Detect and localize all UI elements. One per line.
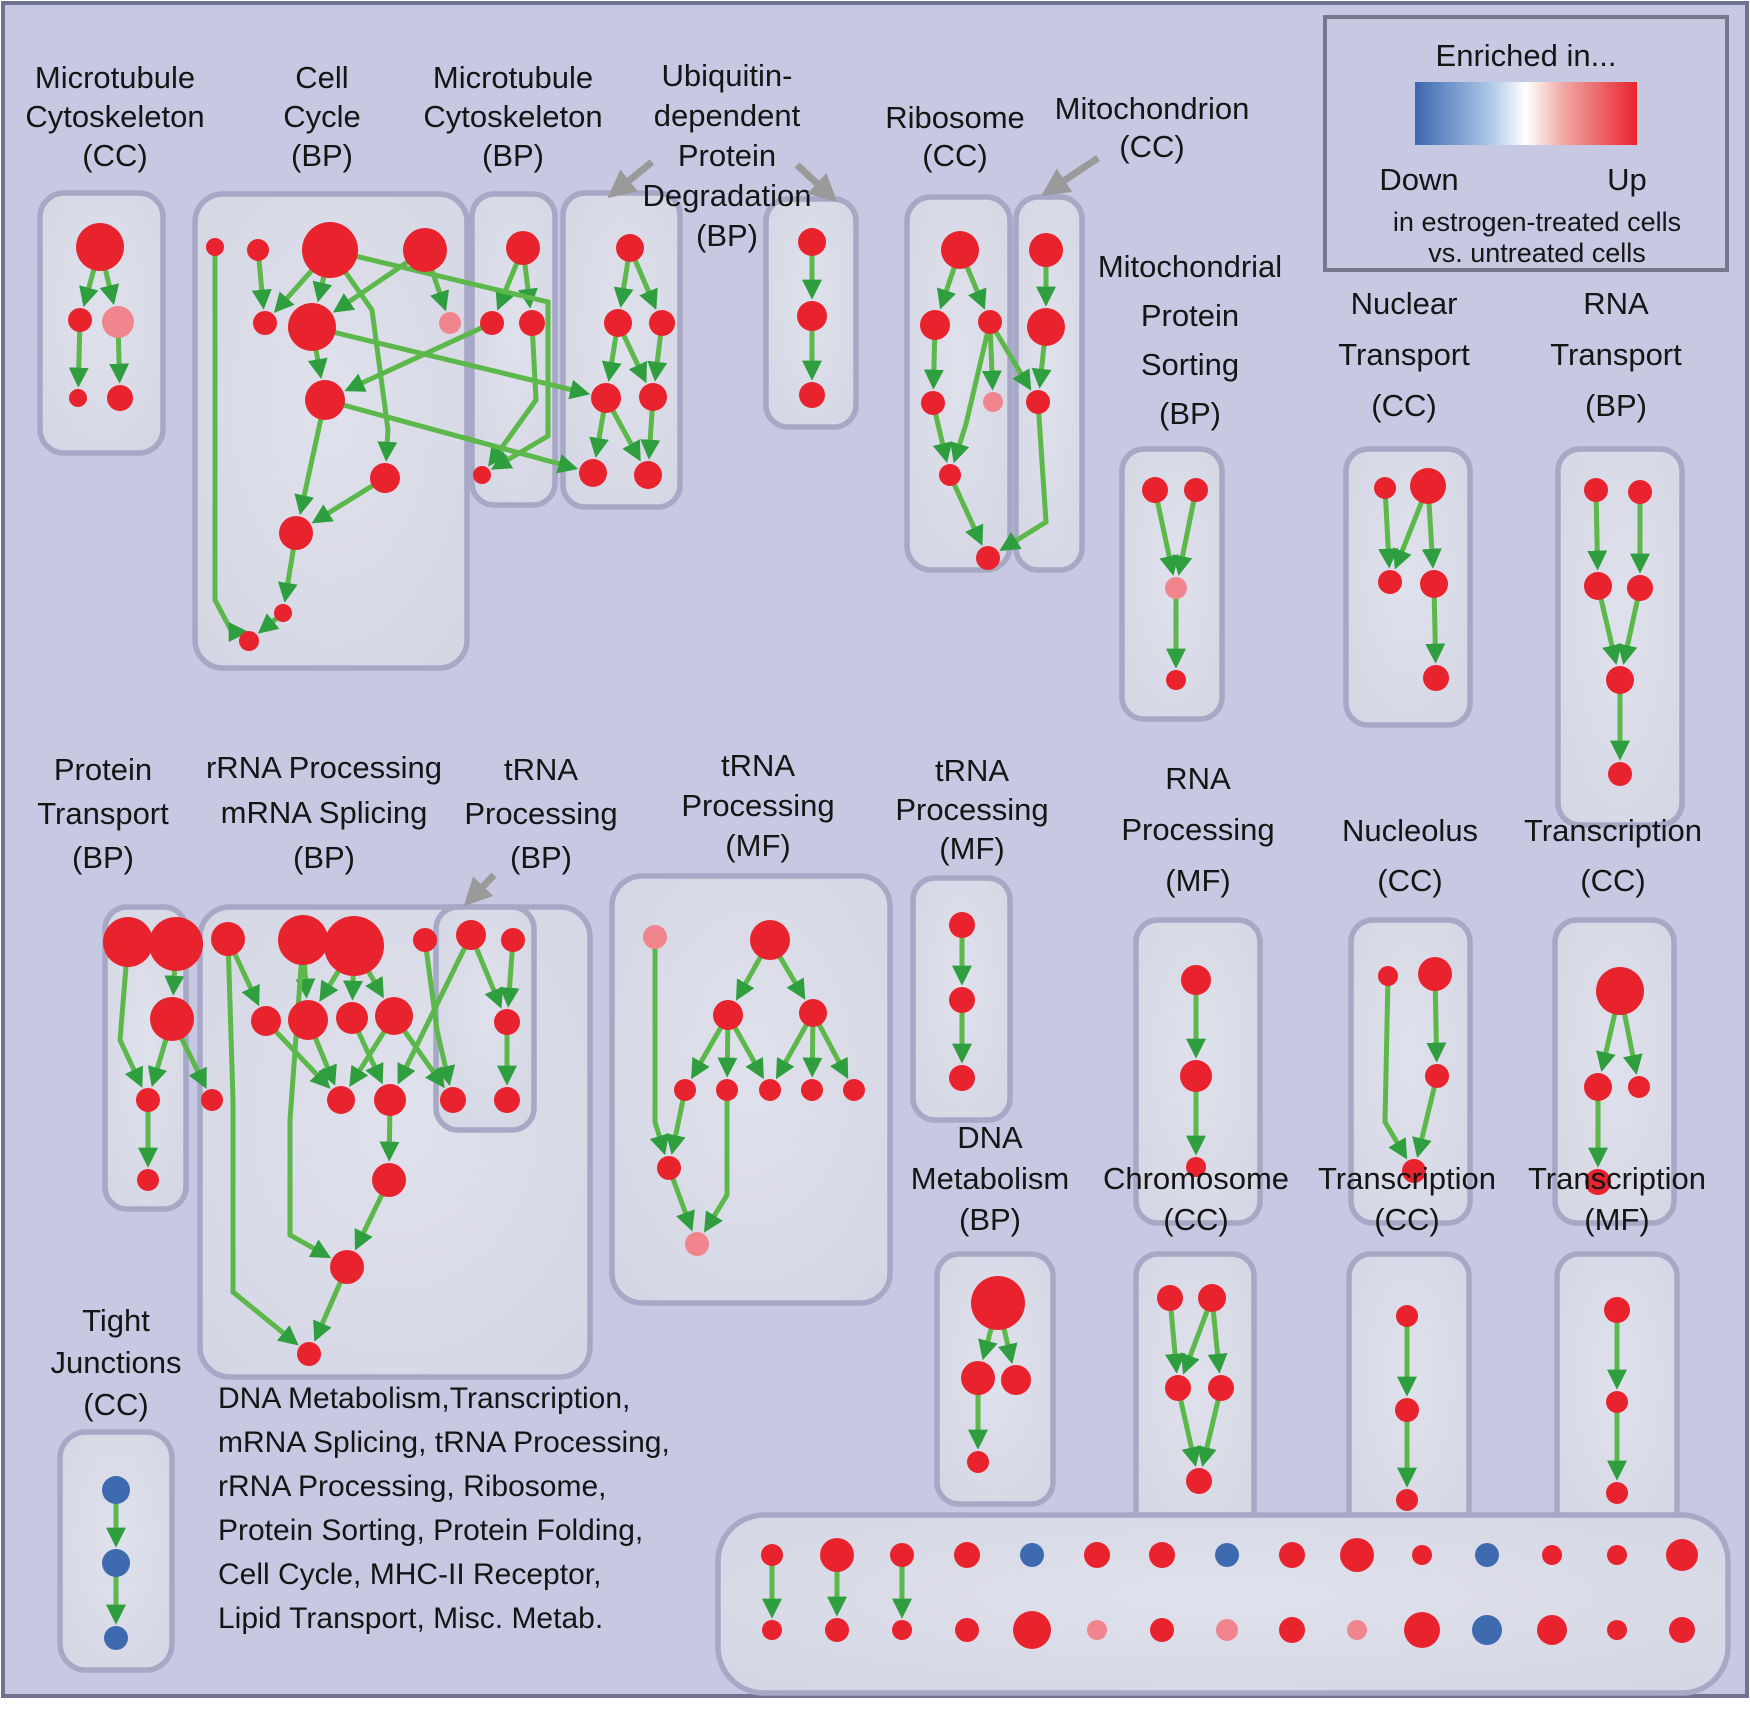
node-rrna-mrna-bp [288, 1000, 328, 1040]
node-ribosome-cc [978, 310, 1002, 334]
node-ubiquitin-bp-b [799, 382, 825, 408]
label-nuclear-transport: Transport [1338, 337, 1470, 372]
node-ribosome-cc [941, 231, 979, 269]
node-rrna-mrna-bp [278, 915, 328, 965]
label-rrna-mrna-bp: (BP) [293, 840, 355, 875]
label-rna-processing-mf: RNA [1165, 761, 1231, 796]
node-misc-bottom [1149, 1542, 1175, 1568]
label-rna-transport: Transport [1550, 337, 1682, 372]
label-ubiquitin-bp-a: Protein [677, 138, 777, 173]
node-misc-bottom [762, 1620, 782, 1640]
node-misc-bottom [1404, 1612, 1440, 1648]
node-transcription-cc-b [1395, 1398, 1419, 1422]
node-misc-bottom [1216, 1619, 1238, 1641]
label-chromosome-cc: (CC) [1163, 1202, 1229, 1237]
label-trna-mf-a: (MF) [725, 828, 791, 863]
node-ribosome-cc [976, 546, 1000, 570]
node-nucleolus-cc [1425, 1064, 1449, 1088]
node-cell-cycle [302, 222, 358, 278]
label-tight-junctions: (CC) [83, 1387, 149, 1422]
label-transcription-cc-a: (CC) [1580, 863, 1646, 898]
label-mito-protein-sorting: Protein [1140, 298, 1240, 333]
node-rrna-mrna-bp [327, 1086, 355, 1114]
node-microtubule-cc [102, 306, 134, 338]
node-ubiquitin-bp-a [591, 383, 621, 413]
node-cell-cycle [274, 604, 292, 622]
node-chromosome-cc [1186, 1468, 1212, 1494]
node-trna-mf-b [949, 1065, 975, 1091]
node-rrna-mrna-bp [324, 916, 384, 976]
node-cell-cycle [206, 238, 224, 256]
node-microtubule-bp [480, 311, 504, 335]
node-protein-transport [136, 1088, 160, 1112]
label-ubiquitin-bp-a: (BP) [696, 218, 758, 253]
node-rna-transport [1627, 575, 1653, 601]
node-tight-junctions [102, 1476, 130, 1504]
label-protein-transport: Protein [53, 752, 153, 787]
legend-down-label: Down [1379, 162, 1459, 197]
label-trna-bp: tRNA [503, 752, 579, 787]
node-transcription-cc-b [1396, 1305, 1418, 1327]
node-misc-bottom [1150, 1618, 1174, 1642]
node-nuclear-transport [1410, 468, 1446, 504]
label-cell-cycle: Cycle [283, 99, 361, 134]
node-trna-mf-b [949, 987, 975, 1013]
legend-gradient-bar [1415, 82, 1637, 145]
node-rrna-mrna-bp [374, 1084, 406, 1116]
node-nucleolus-cc [1378, 966, 1398, 986]
node-trna-mf-a [713, 1000, 743, 1030]
misc-text-line: Lipid Transport, Misc. Metab. [218, 1602, 604, 1635]
node-misc-bottom [1087, 1620, 1107, 1640]
label-trna-bp: Processing [464, 796, 618, 831]
node-cell-cycle [239, 631, 259, 651]
node-tight-junctions [102, 1549, 130, 1577]
node-mito-protein-sorting [1184, 478, 1208, 502]
cluster-chromosome-cc [1136, 1254, 1254, 1538]
node-protein-transport [103, 917, 153, 967]
node-misc-bottom [1537, 1615, 1567, 1645]
misc-text-line: mRNA Splicing, tRNA Processing, [218, 1426, 670, 1459]
label-rna-transport: RNA [1583, 286, 1649, 321]
node-rrna-mrna-bp [251, 1006, 281, 1036]
node-nuclear-transport [1374, 477, 1396, 499]
label-mito-protein-sorting: Mitochondrial [1097, 249, 1283, 284]
legend [1325, 17, 1727, 270]
label-trna-mf-a: Processing [681, 788, 835, 823]
node-misc-bottom [1607, 1545, 1627, 1565]
node-trna-bp [494, 1087, 520, 1113]
legend-title: Enriched in... [1435, 38, 1617, 73]
label-transcription-cc-b: (CC) [1374, 1202, 1440, 1237]
label-trna-mf-b: tRNA [934, 753, 1010, 788]
node-rna-transport [1628, 480, 1652, 504]
label-microtubule-bp: (BP) [482, 138, 544, 173]
node-ubiquitin-bp-a [604, 309, 632, 337]
label-trna-mf-b: Processing [895, 792, 1049, 827]
node-nuclear-transport [1378, 570, 1402, 594]
legend-subtitle-line2: vs. untreated cells [1428, 238, 1646, 268]
label-rna-transport: (BP) [1585, 388, 1647, 423]
node-ribosome-cc [920, 310, 950, 340]
node-microtubule-cc [68, 308, 92, 332]
label-microtubule-cc: Cytoskeleton [25, 99, 205, 134]
node-rna-transport [1584, 478, 1608, 502]
node-rrna-mrna-bp [336, 1002, 368, 1034]
node-microtubule-bp [519, 310, 545, 336]
label-mitochondrion-cc: Mitochondrion [1054, 91, 1250, 126]
node-misc-bottom [1542, 1545, 1562, 1565]
node-dna-metabolism [971, 1276, 1025, 1330]
label-transcription-mf: Transcription [1527, 1161, 1707, 1196]
node-transcription-cc-a [1584, 1073, 1612, 1101]
node-misc-bottom [1013, 1611, 1051, 1649]
node-cell-cycle [439, 312, 461, 334]
node-protein-transport [137, 1169, 159, 1191]
node-transcription-cc-a [1628, 1076, 1650, 1098]
label-cell-cycle: (BP) [291, 138, 353, 173]
node-mito-protein-sorting [1165, 577, 1187, 599]
label-ubiquitin-bp-a: dependent [653, 98, 801, 133]
node-cell-cycle [305, 380, 345, 420]
node-misc-bottom [1020, 1543, 1044, 1567]
node-ubiquitin-bp-a [579, 459, 607, 487]
label-ubiquitin-bp-a: Ubiquitin- [661, 58, 793, 93]
node-trna-mf-a [799, 999, 827, 1027]
misc-text-line: DNA Metabolism,Transcription, [218, 1382, 631, 1415]
node-rrna-mrna-bp [330, 1250, 364, 1284]
node-transcription-mf [1604, 1297, 1630, 1323]
label-microtubule-cc: Microtubule [34, 60, 196, 95]
node-misc-bottom [892, 1620, 912, 1640]
node-trna-bp [501, 928, 525, 952]
cluster-misc-bottom [718, 1515, 1728, 1693]
node-misc-bottom [1472, 1615, 1502, 1645]
node-rrna-mrna-bp [413, 928, 437, 952]
node-ubiquitin-bp-a [634, 461, 662, 489]
node-trna-bp [456, 920, 486, 950]
node-nuclear-transport [1423, 665, 1449, 691]
node-ubiquitin-bp-b [797, 301, 827, 331]
label-microtubule-bp: Cytoskeleton [423, 99, 603, 134]
node-mitochondrion-cc [1026, 390, 1050, 414]
label-rna-processing-mf: (MF) [1165, 863, 1231, 898]
node-chromosome-cc [1165, 1375, 1191, 1401]
node-trna-mf-a [674, 1079, 696, 1101]
node-rrna-mrna-bp [201, 1089, 223, 1111]
node-trna-mf-a [643, 925, 667, 949]
label-dna-metabolism: Metabolism [910, 1161, 1070, 1196]
label-cell-cycle: Cell [295, 60, 349, 95]
node-misc-bottom [1279, 1542, 1305, 1568]
node-microtubule-cc [69, 389, 87, 407]
node-misc-bottom [1215, 1543, 1239, 1567]
node-misc-bottom [820, 1538, 854, 1572]
label-microtubule-cc: (CC) [82, 138, 148, 173]
node-nuclear-transport [1420, 570, 1448, 598]
node-misc-bottom [1347, 1620, 1367, 1640]
node-transcription-mf [1606, 1482, 1628, 1504]
label-rrna-mrna-bp: mRNA Splicing [220, 795, 428, 830]
label-ubiquitin-bp-a: Degradation [642, 178, 812, 213]
node-ribosome-cc [983, 392, 1003, 412]
node-chromosome-cc [1198, 1284, 1226, 1312]
label-nuclear-transport: (CC) [1371, 388, 1437, 423]
node-rna-transport [1606, 666, 1634, 694]
node-ubiquitin-bp-a [649, 310, 675, 336]
node-cell-cycle [288, 303, 336, 351]
node-transcription-mf [1606, 1391, 1628, 1413]
node-ubiquitin-bp-b [798, 228, 826, 256]
label-nucleolus-cc: (CC) [1377, 863, 1443, 898]
misc-text-line: Cell Cycle, MHC-II Receptor, [218, 1558, 602, 1591]
node-rrna-mrna-bp [211, 922, 245, 956]
node-rrna-mrna-bp [375, 997, 413, 1035]
node-cell-cycle [253, 311, 277, 335]
node-protein-transport [150, 997, 194, 1041]
node-protein-transport [149, 917, 203, 971]
node-misc-bottom [1340, 1538, 1374, 1572]
label-transcription-mf: (MF) [1584, 1202, 1650, 1237]
label-dna-metabolism: (BP) [959, 1202, 1021, 1237]
node-ubiquitin-bp-a [639, 383, 667, 411]
node-transcription-cc-a [1596, 967, 1644, 1015]
label-transcription-cc-a: Transcription [1523, 813, 1703, 848]
label-rna-processing-mf: Processing [1121, 812, 1275, 847]
node-trna-mf-a [685, 1232, 709, 1256]
label-mito-protein-sorting: Sorting [1140, 347, 1240, 382]
node-dna-metabolism [1001, 1365, 1031, 1395]
label-mitochondrion-cc: (CC) [1119, 129, 1185, 164]
legend-up-label: Up [1607, 162, 1647, 197]
node-rrna-mrna-bp [297, 1342, 321, 1366]
node-dna-metabolism [967, 1451, 989, 1473]
node-tight-junctions [104, 1626, 128, 1650]
label-ribosome-cc: (CC) [922, 138, 988, 173]
node-trna-mf-a [759, 1079, 781, 1101]
node-rna-transport [1584, 572, 1612, 600]
label-nucleolus-cc: Nucleolus [1341, 813, 1479, 848]
node-chromosome-cc [1157, 1285, 1183, 1311]
node-mitochondrion-cc [1029, 233, 1063, 267]
node-misc-bottom [955, 1618, 979, 1642]
label-chromosome-cc: Chromosome [1102, 1161, 1290, 1196]
node-misc-bottom [761, 1544, 783, 1566]
label-ribosome-cc: Ribosome [885, 100, 1025, 135]
node-ribosome-cc [939, 464, 961, 486]
node-trna-mf-a [716, 1079, 738, 1101]
cluster-nuclear-transport [1346, 449, 1470, 725]
node-transcription-cc-b [1396, 1489, 1418, 1511]
label-protein-transport: Transport [37, 796, 169, 831]
node-mito-protein-sorting [1166, 670, 1186, 690]
node-mitochondrion-cc [1027, 308, 1065, 346]
node-cell-cycle [370, 463, 400, 493]
node-ubiquitin-bp-a [616, 234, 644, 262]
node-misc-bottom [890, 1543, 914, 1567]
node-cell-cycle [247, 239, 269, 261]
node-rna-processing-mf [1181, 965, 1211, 995]
node-trna-mf-b [949, 912, 975, 938]
label-trna-bp: (BP) [510, 840, 572, 875]
node-misc-bottom [1666, 1539, 1698, 1571]
node-chromosome-cc [1208, 1375, 1234, 1401]
node-trna-mf-a [657, 1156, 681, 1180]
node-trna-mf-a [843, 1079, 865, 1101]
node-misc-bottom [1475, 1543, 1499, 1567]
node-rrna-mrna-bp [372, 1163, 406, 1197]
label-protein-transport: (BP) [72, 840, 134, 875]
node-misc-bottom [1279, 1617, 1305, 1643]
node-misc-bottom [825, 1618, 849, 1642]
node-misc-bottom [954, 1542, 980, 1568]
label-tight-junctions: Junctions [50, 1345, 182, 1380]
label-dna-metabolism: DNA [957, 1120, 1023, 1155]
node-cell-cycle [279, 516, 313, 550]
node-misc-bottom [1669, 1617, 1695, 1643]
node-trna-mf-a [750, 920, 790, 960]
node-microtubule-bp [473, 466, 491, 484]
node-microtubule-bp [506, 231, 540, 265]
node-misc-bottom [1084, 1542, 1110, 1568]
label-tight-junctions: Tight [82, 1303, 150, 1338]
node-trna-bp [494, 1009, 520, 1035]
label-microtubule-bp: Microtubule [432, 60, 594, 95]
node-rna-processing-mf [1180, 1060, 1212, 1092]
label-trna-mf-b: (MF) [939, 831, 1005, 866]
label-rrna-mrna-bp: rRNA Processing [205, 750, 443, 785]
label-mito-protein-sorting: (BP) [1159, 396, 1221, 431]
node-nucleolus-cc [1418, 957, 1452, 991]
node-misc-bottom [1607, 1620, 1627, 1640]
node-misc-bottom [1412, 1545, 1432, 1565]
node-trna-bp [440, 1087, 466, 1113]
label-transcription-cc-b: Transcription [1317, 1161, 1497, 1196]
legend-subtitle-line1: in estrogen-treated cells [1392, 207, 1682, 237]
misc-text-line: rRNA Processing, Ribosome, [218, 1470, 607, 1503]
node-mito-protein-sorting [1142, 477, 1168, 503]
label-nuclear-transport: Nuclear [1350, 286, 1458, 321]
node-microtubule-cc [107, 385, 133, 411]
misc-text-line: Protein Sorting, Protein Folding, [218, 1514, 644, 1547]
node-dna-metabolism [961, 1361, 995, 1395]
node-rna-transport [1608, 762, 1632, 786]
node-cell-cycle [403, 228, 447, 272]
node-ribosome-cc [921, 391, 945, 415]
label-trna-mf-a: tRNA [720, 748, 796, 783]
node-microtubule-cc [76, 223, 124, 271]
node-trna-mf-a [801, 1079, 823, 1101]
